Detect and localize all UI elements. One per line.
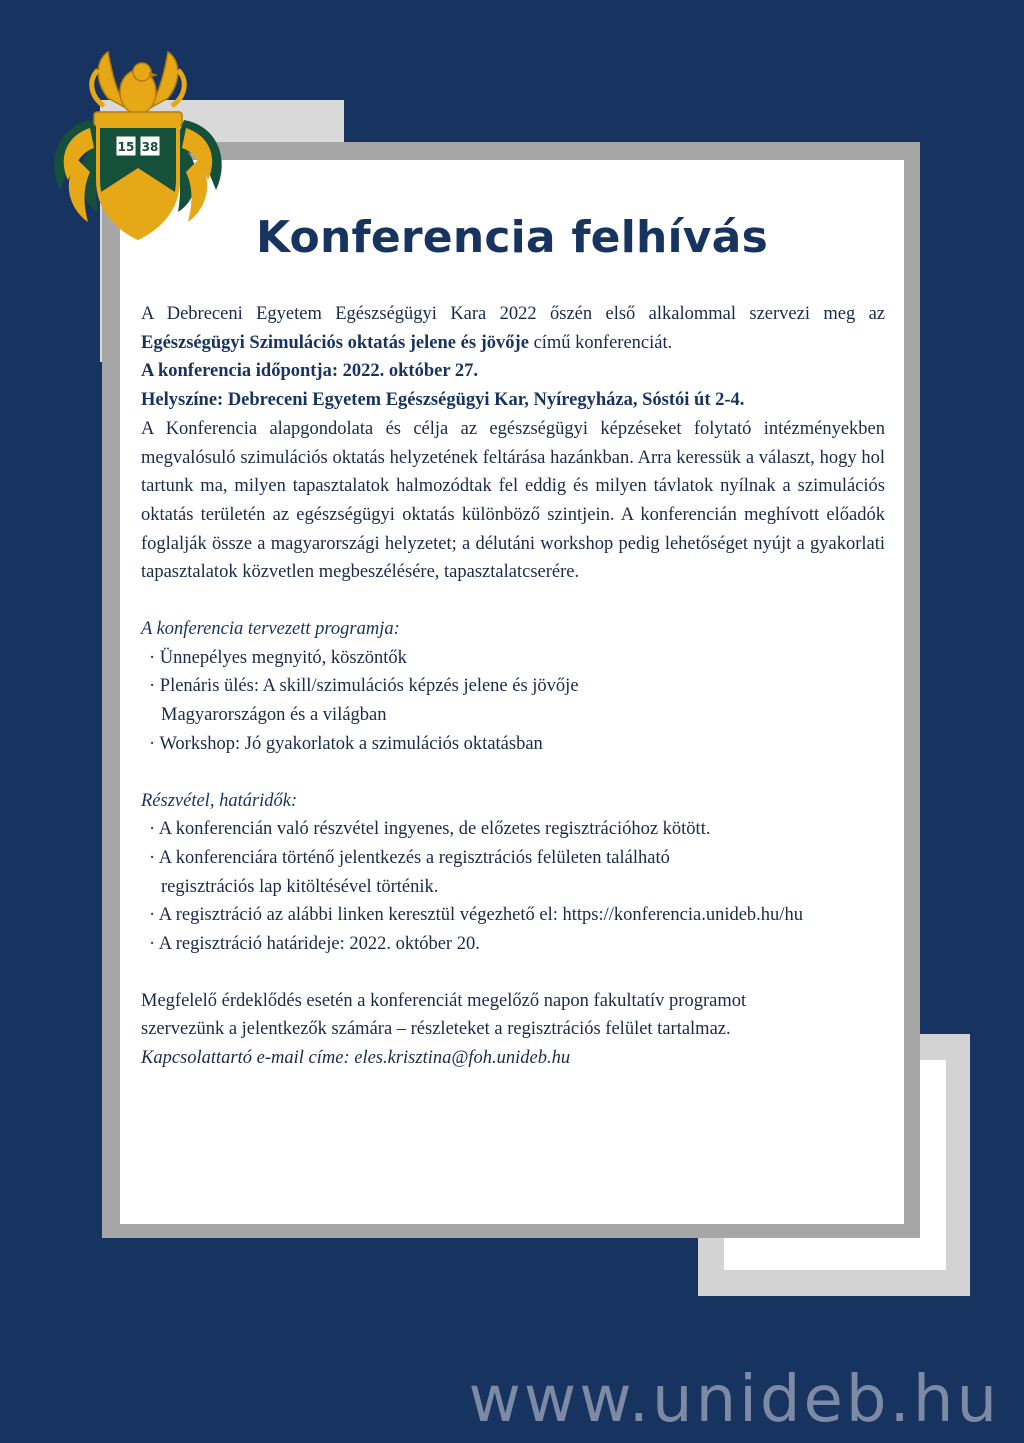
intro-text-before: A Debreceni Egyetem Egészségügyi Kara 2022 őszén első alkalommal szervezi meg az: [141, 304, 885, 324]
program-heading: A konferencia tervezett programja:: [141, 619, 400, 640]
page-title: Konferencia felhívás: [256, 212, 768, 263]
spacer: [141, 759, 885, 787]
description-paragraph: A Konferencia alapgondolata és célja az egészségügyi képzéseket folytató intézményekben megvalósuló szimulációs oktatás helyzetének feltárása hazánkban. Arra keressük a választ, hogy hol tartunk ma, milyen tapasztalatok halmozódtak fel eddig és milyen távlatok nyílnak a szimulációs oktatás területén az egészségügyi oktatás különböző szintjein. A konferencián meghívott előadók foglalják össze a magyarországi helyzetet; a délutáni workshop pedig lehetőséget nyújt a gyakorlati tapasztalatok közvetlen megbeszélésére, tapasztalatcserére.: [141, 418, 885, 583]
intro-paragraph: [141, 300, 885, 357]
conference-venue: Helyszíne: Debreceni Egyetem Egészségügyi Kar, Nyíregyháza, Sóstói út 2-4.: [141, 390, 745, 411]
participation-list: [141, 815, 885, 959]
list-item: · Ünnepélyes megnyitó, köszöntők: [149, 644, 885, 673]
logo-year-left: 15: [117, 140, 135, 154]
list-item: · A regisztráció határideje: 2022. október 20.: [149, 930, 885, 959]
list-item: · A regisztráció az alábbi linken keresztül végezhető el: https://konferencia.unideb.hu/hu: [149, 901, 885, 930]
closing-paragraph: Megfelelő érdeklődés esetén a konferenciát megelőző napon fakultatív programot szervezünk a jelentkezők számára – részleteket a regisztrációs felület tartalmaz.: [141, 990, 747, 1040]
contact-email: Kapcsolattartó e-mail címe: eles.krisztina@foh.unideb.hu: [141, 1048, 571, 1069]
logo-year-right: 38: [141, 140, 159, 154]
website-watermark: www.unideb.hu: [468, 1363, 1000, 1437]
spacer: [141, 587, 885, 615]
program-list: [141, 644, 885, 759]
participation-heading: Részvétel, határidők:: [141, 790, 298, 811]
intro-text-after: című konferenciát.: [528, 332, 673, 353]
list-item: · A konferenciára történő jelentkezés a regisztrációs felületen található regisztrációs lap kitöltésével történik.: [149, 844, 739, 901]
announcement-body: [141, 300, 885, 1073]
list-item: · Workshop: Jó gyakorlatok a szimulációs oktatásban: [149, 730, 885, 759]
list-item: · Plenáris ülés: A skill/szimulációs képzés jelene és jövője Magyarországon és a világban: [149, 672, 631, 729]
conference-date: A konferencia időpontja: 2022. október 27.: [141, 361, 478, 382]
spacer: [141, 959, 885, 987]
list-item: · A konferencián való részvétel ingyenes, de előzetes regisztrációhoz kötött.: [149, 815, 726, 844]
conference-title: Egészségügyi Szimulációs oktatás jelene és jövője: [141, 332, 529, 353]
